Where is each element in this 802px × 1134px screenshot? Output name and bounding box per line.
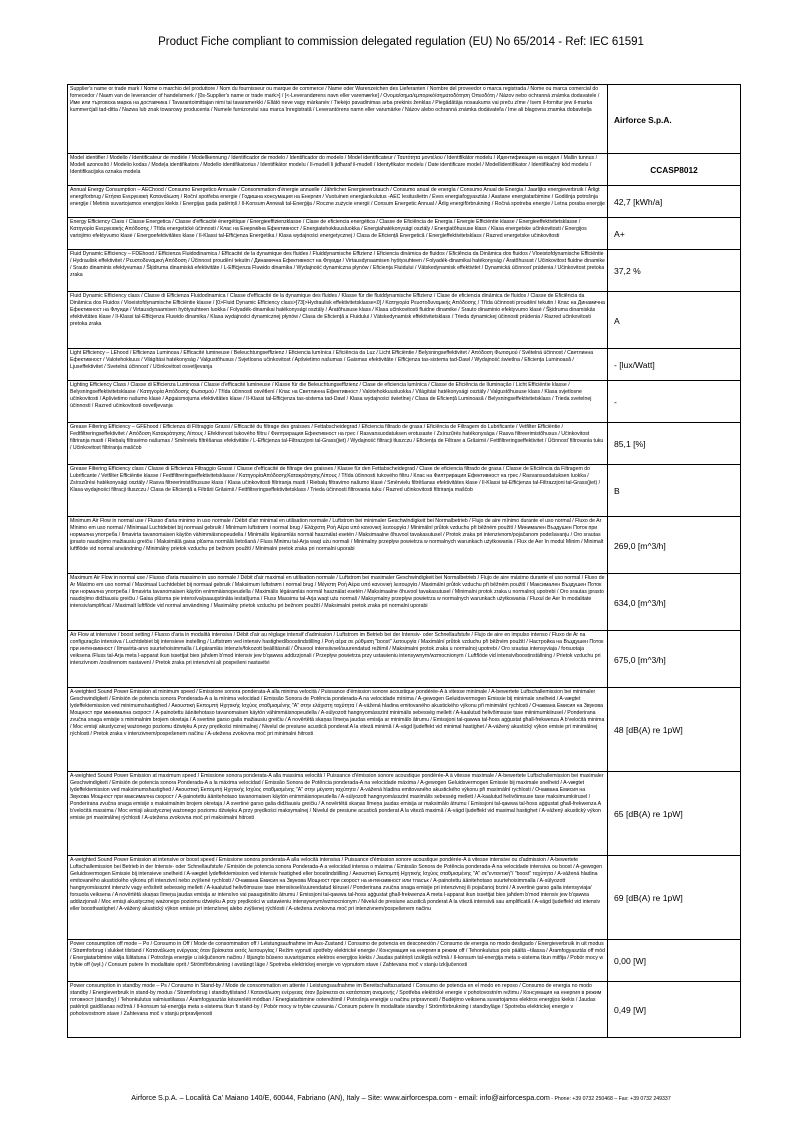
fiche-row-value: CCASP8012 [608, 154, 741, 186]
fiche-row-description: Air Flow at intensive / boost setting / Flusso d'aria in modalità intensiva / Débit d'air au réglage intensif d'admission / Luftstrom im Betrieb bei der Intensiv- oder Schnellaufstufe / Flujo de aire en impulso intenso / Fluxo de Ar na configuração intensiva / Luchtdebiet bij intensieve instelling / Luftstrøm ved intensiv hastighed/boostindstilling / Ροή αέρα σε ρύθμιση "boost" λειτουργία / Maximální průtok vzduchu při běžném použití / Настройка на Въздушен Поток при интензивност / Ilmavirta-arvo suurtehoisimmalla / Légáramlás intenzív/fokozott beállításnál / Õhuvool intensiivsel/suurendatud režiimil / Maksimalni protok zraka u normalnoj upotrebi / Oro srautas intensyviaja / forsuotaja veiksena /Fluss tal-Arja meta l-apparat ikun issettjat biex jaħdem b'mod intensiv jew b'qawwa addizzjonali / Przepływ powietrza przy ustawieniu intensywnym/wzmocnionym / Luftflöde vid intensiv/boostinställning / Prietok vzduchu pri intenzívnom /zosilnenom nastavení / Pretok zraka pri intenzivni ali pospešeni nastavitvi [68, 631, 608, 688]
fiche-row [68, 381, 741, 423]
fiche-row [68, 940, 741, 982]
fiche-row-value: 85,1 [%] [608, 423, 741, 465]
fiche-row [68, 465, 741, 517]
fiche-row-description: Lighting Efficiency Class / Classe di Efficienza Luminosa / Classe d'efficacité lumineuse / Klasse für die Beleuchtungseffizienz / Clase de eficiencia lumínica / Classe de Eficiência de Iluminação / Licht Efficiëntie klasse / Belysningseffektivitetsklasse / Κατηγορία Απόδοσης Φωτισμού / Třída účinnosti osvětlení / Клас на Светлинна Ефективност / Valotehokkuusluokka / Világítási hatékonysági osztály / Valgustõhususe klass / Klasa svjetlosne učinkovitosti / Apšvietimo našumo klasė / Apgaismojuma efektivitātes klase / Il-Klassi tal-Effiċjenza tas-sistema tad-Dawl / Klasa wydajności świetlnej / Clasa de Eficiență Luminoasă / Belysningseffektivitetsklass / Trieda svetelnej účinnosti / Razred učinkovitosti osvetljevanja [68, 381, 608, 423]
fiche-row-value: 65 [dB(A) re 1pW] [608, 772, 741, 856]
fiche-row-value: B [608, 465, 741, 517]
fiche-row-value: 675,0 [m^3/h] [608, 631, 741, 688]
fiche-row [68, 292, 741, 349]
fiche-row-value: 634,0 [m^3/h] [608, 574, 741, 631]
fiche-row-value: - [608, 381, 741, 423]
fiche-row-description: Power consumption off mode – Po / Consumo in Off / Mode de consommation off / Leistungsaufnahme im Aus-Zustand / Consumo de potencia en desconexión / Consumo de energia no modo desligado / Energieverbruik in uit modus / Strømforbrug i slukket tilstand / Κατανάλωση ενέργειας όταν βρίσκεται εκτός λειτουργίας / Režim vypnutí spotřeby elektrické energie / Консумация на енергия в режим off / Tehonkulutus pois päältä –tilassa / Áramfogyasztás off mód / Energiatarbimine välja lülitatuna / Potrošnja energije u isključenom načinu / Išjungto būseno suvartojamos elektros energijos kiekis / Jaudas patēriņš izslēgtā režīmā / Il-konsum tal-enerġija meta s-sistema tkun mitfija / Pobór mocy w trybie off (wył.) / Consum putere în modalitate oprit / Strömförbrukning i avstängt läge / Spotreba elektrickej energie vo vypnutom stave / Zahtevana moč v stanju izključenosti [68, 940, 608, 982]
fiche-row-description: Minimum Air Flow in normal use / Flusso d'aria minimo in uso normale / Débit d'air minimal en utilisation normale / Luftstrom bei minimaler Geschwindigkeit bei Normalbetrieb / Flujo de aire mínimo durante el uso normal / Fluxo de Ar Mínimo em uso normal / Minimaal Luchtdebiet bij normaal gebruik / Minimum luftstrøm i normal brug / Ελάχιστη Ροή Αέρα υπό κανονική λειτουργία / Minimální průtok vzduchu při běžném použití / Минимален Въздушен Поток при нормална употреба / Ilmavirta tavanomaisen käytön vähimmäisnopeudella / Minimális légáramlás normál használat esetén / Maksimaalne õhuvool tavakasutusel / Protok zraka pri intenzivnom/pojačanom podešavanju / Oro srautas įprasto naudojimo mažiausiu greičiu / Maksimālā gaisa plūsma normālā lietošanā / Fluss Minimu tal-Arja waqt użu normali / Minimalny przepływ powietrza w normalnych warunkach użytkowania / Flux de Aer în modul Minim / Minimalt luftflöde vid normal användning / Minimálny prietok vzduchu pri bežnom použití / Minimalni pretok zraka pri normalni uporabi [68, 517, 608, 574]
fiche-row [68, 856, 741, 940]
fiche-row-value: 0,00 [W] [608, 940, 741, 982]
fiche-row [68, 349, 741, 381]
footer-address: Airforce S.p.A. – Località Ca' Maiano 140/E, 60044, Fabriano (AN), Italy – Site: www.airforcespa.com - email: info@airforcespa.com [131, 1093, 550, 1102]
fiche-row-description: Grease Filtering Efficiency – GFEhood / Efficienza di Filtraggio Grassi / Efficacité du filtrage des graisses / Fettabscheidegrad / Eficiencia filtrado de grasa / Eficiência de Filtragem do Lubrificante / Vetfilter Efficiëntie / Fedtfiltreringseffektivitet / Απόδοση Κατακράτησης Λίπους / Efektivnost tukového filtru / Филтрирация Ефективност на грес / Rasvansuodatuksen erotusaste / Zsírszűrés hatékonysága / Rasva filtreerimistõhusus / Učinkovitost filtriranja masti / Riebalų filtravimo našumas / Smērvielu filtrēšanas efektivitāte / L-Effiċjenza tal-Filtrazzjoni tal-Grass(jiet) / Wydajność filtracji tłuszczu / Eficiența de Filtrare a Grăsimii / Fettfiltreringseffektivitet / Účinnosť filtrovania tuku / Učinkovitost filtriranja maščob [68, 423, 608, 465]
fiche-row [68, 517, 741, 574]
page-footer [0, 1093, 802, 1102]
fiche-row [68, 85, 741, 154]
fiche-row [68, 250, 741, 292]
fiche-row-value: - [lux/Watt] [608, 349, 741, 381]
fiche-row-description: Fluid Dynamic Efficiency – FDEhood / Efficienza Fluidodinamica / Efficacité de la dynamique des fluides / Fluiddynamische Effizienz / Eficiencia dinámica de fluidos / Eficiência da Dinâmica dos fluidos / Vloeistofdynamische Efficiëntie / Hydraulisk effektivitet / Ρευστοδυναμική Απόδοση / Účinnost proudění tekutin / Динамична Ефективност на Флуиди / Virtausdynaamisen hyötysuhteen / Folyadék-dinamikai hatékonyság / Áratõhusust / Učinkovitost fluidne dinamike / Srauto dinaminis efektyvumas / Šķidruma dinamiskā efektivitāte / L-Effiċjenza Fluwido dinamika / Wydajność dynamiczna płynów / Eficiența Fluidului / Vätskedynamisk effektivitet / Dynamická účinnosť prúdenia / Učinkovitost pretoka zraka [68, 250, 608, 292]
fiche-row-description: Annual Energy Consumption – AEChood / Consumo Energetico Annuale / Consommation d'énergie annuelle / Jährlicher Energieverbrauch / Consumo anual de energía / Consumo Anual de Energia / Jaarlijks energieverbruik / Årligt energiforbrug / Ετήσια Ενεργειακή Κατανάλωση / Roční spotřeba energie / Годишна консумация на Енергия / Vuotuinen energiankulutus -AEC Iesitusliettn / Éves energiafogyasztás / Aastane energiatarbimine / Godišnja potrošnja energije / Metinis suvartojamos energijos kiekis / Energijas gada patēriņš / Il-Konsum Annwali tal-Enerġija / Roczne zużycie energii / Consum Energetic Annual / Årlig energiförbrukning / Ročná spotreba energie / Letna poraba energije [68, 186, 608, 218]
fiche-row-value: 48 [dB(A) re 1pW] [608, 688, 741, 772]
fiche-row-value: 0,49 [W] [608, 982, 741, 1038]
fiche-row [68, 423, 741, 465]
fiche-row [68, 154, 741, 186]
fiche-row [68, 218, 741, 250]
fiche-row [68, 688, 741, 772]
fiche-row [68, 574, 741, 631]
fiche-row-value: A+ [608, 218, 741, 250]
fiche-row [68, 631, 741, 688]
fiche-row-value: A [608, 292, 741, 349]
fiche-row-description: Power consumption in standby mode – Ps / Consumo in Stand-by / Mode de consommation en attente / Leistungsaufnahme im Bereitschaftszustand / Consumo de potencia en el modo en reposo / Consumo de energia no modo standby / Energieverbruik in stand-by modus / Strømforbrug i standbytilstand / Κατανάλωση ενέργειας όταν βρίσκεται σε κατάσταση αναμονής / Spotřeba elektrické energie v pohotovostním režimu / Консумация на енергия в режим готовност (standby) / Tehonkulutus valmiustilassa / Áramfogyasztás készenléti módban / Energiatarbimine ooterežiimil / Potrošnja energije u načinu pripravnosti / Budėjimo veiksena suvartojamos elektros energijos kiekis / Jaudas patēriņš gaidīšanas režīmā / Il-konsum tal-enerġija meta s-sistema tkun fi stand-by / Pobór mocy w trybie czuwania / Consum putere în modalitate standby / Strömförbrukning i standbyläge / Spotreba elektrickej energie v pohotovostnom stave / Zahtevana moč v stanju pripravljenosti [68, 982, 608, 1038]
product-fiche-table [67, 84, 741, 1038]
product-fiche-body [68, 85, 741, 1038]
fiche-row-value: Airforce S.p.A. [608, 85, 741, 154]
fiche-row-value: 42,7 [kWh/a] [608, 186, 741, 218]
fiche-row [68, 772, 741, 856]
page-title: Product Fiche compliant to commission delegated regulation (EU) No 65/2014 - Ref: IEC 61591 [158, 36, 644, 48]
fiche-row-description: Maximum Air Flow in normal use / Flusso d'aria massimo in uso normale / Débit d'air maximal en utilisation normale / Luftstrom bei maximaler Geschwindigkeit bei Normalbetrieb / Flujo de aire máximo durante el uso normal / Fluxo de Ar Máximo em uso normal / Maximaal Luchtdebiet bij normaal gebruik / Maksimum luftstrøm i normal brug / Μέγιστη Ροή Αέρα υπό κανονική λειτουργία / Maximální průtok vzduchu při běžném použití / Максимален Въздушен Поток при нормална употреба / Ilmavirta tavanomaisen käytön enimmäisnopeudella / Maximális légáramlás normál használat esetén / Maksimaalne õhuvool tavakasutusel / Minimalni protok zraka u normalnoj upotrebi / Oro srautas įprasto naudojimo didžiausiu greičiu / Gaisa plūsma pie intensīva/paaugstināta iestatījuma / Fluss Massimu tal-Arja waqt użu normali / Maksymalny przepływ powietrza w normalnych warunkach użytkowania / Fluxul de Aer în modalitate intensiv/amplificat / Maximalt luftflöde vid normal användning / Maximálny prietok vzduchu pri bežnom použití / Maksimalni pretok zraka pri normalni uporabi [68, 574, 608, 631]
fiche-row-description: A-weighted Sound Power Emission at maximum speed / Emissione sonora ponderata-A alla massima velocità / Puissance d'émission sonore acoustique pondérée-A à vitesse maximale / A-bewertete Luftschallemission bei maximaler Geschwindigkeit / Emisión de potencia sonora Ponderada-A a la máxima velocidad / Emissão Sonora de Potência ponderada-A na velocidade máxima / A-gewogen Geluidsvermogen Emissie bij maximale snelheid / A-vægtet lydeffektemission ved maksimumshastighed / Ακουστική Εκπομπή Ηχητικής Ισχύος σταθμισμένης "A" στην μέγιστη ταχύτητα / A-vážená hladina emitovaného akustického výkonu při maximální rychlosti / Очаквана Емисия на Звукова Мощност при максимална скорост / A-painotettu äänitehotaso tavanomaisen käytön enimmäisnopeudella / A-súlyozott hangnyomásszint maximális sebesség mellett / A-kaalutud helivõimsuse tase maksimumkiirusel / Ponderirana zvučna snaga emisije s maksimalnim brojem okretaja / A svertinė garso galia didžiausiu greičiu / A novērtētā skaņas līmeņa jaudas emisija ar maksimālo ātrumu / Emissjoni tal-qawwa tal-ħoss aġġustat għall-frekwenza A b'veloċità massima / Moc emisji akustycznej ważonego poziomu dźwięku A przy prędkości maksymalnej / Nivelul de presiune acustică ponderat A la viteză maximă / A-vägd ljudeffekt vid maximal hastighet / A-vážený akustický výkon emisie pri maximálnej rýchlosti / A-utežena zvokovna moč pri maksimalni hitrosti [68, 772, 608, 856]
fiche-row [68, 982, 741, 1038]
fiche-row-description: Model identifier / Modello / Identificateur de modèle / Modellkennung / Identificador de modelo / Identificador do modelo / Model identificateur / Ταυτότητα μοντέλου / Identifikátor modelu / Идентификация на модел / Mallin tunnus / Modell azonosító / Modelio kodas / Modeļa identifikators / Modello identifikatorius / Identifikátor modelu / Il-mudell li jidħaraf il-mudell / Identyfikator modelu / Date identificare model / Modellidentifikator / Identifikačný kód modelu / Identifikacijska oznaka modela [68, 154, 608, 186]
fiche-row-value: 37,2 % [608, 250, 741, 292]
footer-contacts: - Phone: +39 0732 250468 – Fax: +39 0732 249337 [549, 1096, 671, 1102]
fiche-row-description: Light Efficiency – LEhood / Efficienza Luminosa / Efficacité lumineuse / Beleuchtungseffizienz / Eficiencia lumínica / Eficiência da Luz / Licht Efficiëntie / Belysningseffektivitet / Απόδοση Φωτισμού / Světelná účinnost / Светлинна Ефективност / Valotehokkuus / Világítási hatékonyság / Valgustõhusus / Svjetlosna učinkovitost / Apšvietimo našumas / Gaismas efektivitāte / Effiċjenza tas-sistema tad-Dawl / Wydajność świetlna / Eficiența Luminoasă / Ljuseffektivitet / Svetelná účinnosť / Učinkovitost osvetljevanja [68, 349, 608, 381]
fiche-row-description: Grease Filtering Efficiency class / Classe di Efficienza Filtraggio Grassi / Classe d'efficacité de filtrage des graisses / Klasse für den Fettabscheidegrad / Clase de eficiencia filtrado de grasa / Classe de Eficiência da Filtragem do Lubrificante / Vetfilter Efficiëntie klasse / Fedtfiltreringseffektivitetsklasse / ΚατηγορίαΑπόδοσηςΚατακράτησηςΛίπους / Třída účinnosti tukového filtru / Клас на Филтрирация Ефективност на грес / Rasvansuodatuksen luokka / Zsírszűrési hatékonysági osztály / Rasva filtreerimistõhususe klass / Klasa učinkovitosti filtriranja masti / Riebalų filtravimo našumo klasė / Smērvielu filtrēšanas efektivitātes klase / Il-Klassi tal-Effiċjenza tal-Filtrazzjoni tal-Grass(jiet) / Klasa wydajności filtracji tłuszczu / Clasa de Eficiență a Filtrării Grăsimii / Fettfiltreringseffektivitetsklass / Trieda účinnosti filtrovania tuku / Razred učinkovitosti filtriranja maščob [68, 465, 608, 517]
fiche-row [68, 186, 741, 218]
fiche-row-description: Supplier's name or trade mark / Nome o marchio del produttore / Nom du fournisseur ou marque de commerce / Name oder Warenzeichen des Lieferanten / Nombre del proveedor o marca registrada / Nome ou marca comercial do fornecedor / Naam van de leverancier of handelsmerk / [0s-Supplier's name or trade mark>] / [<-Leverandørens navn eller varemærke] / Ονομα/σημα/εμπορικό/σηματοδότηση Οπεοδότη / Názov nebo ochranná známka dodavatele / Име или търговска марка на доставчика / Tavarantoimittajan nimi tai tavaramerkki / Ellátó neve vagy márkanév / Tiekėjo pavadinimas arba prekinis ženklas / Piegādātāja nosaukums vai preču zīme / Isem il-fornitur jew il-marka kummerċjali tad-ditta / Nazwa lub znak towarowy producenta / Numele furnizorului sau marca înregistrată / Leverantörens namn eller varumärke / Názov alebo ochranná známka dodávateľa / Ime ali blagovna znamka dobavitelja [68, 85, 608, 154]
fiche-row-value: 269,0 [m^3/h] [608, 517, 741, 574]
fiche-row-value: 69 [dB(A) re 1pW] [608, 856, 741, 940]
fiche-row-description: A-weighted Sound Power Emission at intensive or boost speed / Emissione sonora ponderata-A alla velocità intensiva / Puissance d'émission sonore acoustique pondérée-A à vitesse intensive ou d'admission / A-bewertete Luftschallemission bei Betrieb in der Intensiv- oder Schnellaufstufe / Emisión de potencia sonora Ponderada-A a velocidad intensa o máxima / Emissão Sonora de Potência ponderada-A na velocidade intensiva ou boost / A-gewogen Geluidsvermogen Emissie bij intensieve snelheid / A-vægtet lydeffektemission ved intensiv hastighed eller boostindstilling / Ακουστική Εκπομπή Ηχητικής Ισχύος σταθμισμένης "A" σε"ενταντική"/ "boost" ταχύτητα / A-vážená hladina emitovaného akustického výkonu při intenzivní nebo zvýšené rychlosti / Очаквана Емисия на Звукова Мощност при скорост на интензивност или тласък / A-painotettu äänitehotaso suurtehoisimmalla / A-súlyozott hangnyomásszint intenzív vagy erősített sebesség mellett / A-kaalutud helivõimsuse tase intensiivsel/suurendatud kiirusel / Ponderirana zvučna snaga emisije pri intenzivnoj ili pojačanoj brzini / A svertinė garso galia intensyviaja/ forsuota veiksena / A novērtētā skaņas līmeņa jaudas emisija ar intensīvo vai paaugstināto ātrumu / Emissjoni tal-qawwa tal-ħoss aġġustat għall-frekwenza A meta l-apparat ikun issettjat biex jaħdem b'mod intensiv jew b'qawwa addizzjonali / Moc emisji akustycznej ważonego poziomu dźwięku A przy prędkości w ustawieniu intensywnym/wzmocnionym / Nivelul de presiune acustică ponderat A la viteză intensivă sau amplificată / A-vägd ljudeffekt vid intensiv eller boosthastighet / A-vážený akustický výkon emisie pri intenzívnej alebo zvýšenej rýchlosti / A-utežena zvokovna moč pri intenzivnem/pospešenem načinu [68, 856, 608, 940]
fiche-row-description: Fluid Dynamic Efficiency class / Classe di Efficienza Fluidodinamica / Classe d'efficacité de la dynamique des fluides / Klasse für die fluiddynamische Effizienz / Clase de eficiencia dinámica de fluidos / Classe de Eficiência da Dinâmica dos Fluidos / Vloeistofdynamische Efficiëntie klasse / [0>Fluid Dynamic Efficiency class>]73[>Hydraulisk effektivitetsklasse<0] / Κατηγορία Ρευστοδυναμικής Απόδοσης / Třída účinnosti proudění tekutin / Клас на Динамична Ефективност на Флуиди / Virtausdynaamisen hyötysuhteen luokka / Folyadék-dinamikai hatékonysági osztály / Áratõhususe klass / Klasa učinkovitosti fluidne dinamike / Srauto dinaminio efektyvumo klasė / Šķidruma dinamiskās efektivitātes klase / Il-Klassi tal-Effiċjenza Fluwido dinamika / Klasa wydajności dynamicznej płynów / Clasa de Eficiență a Fluidului / Vätskedynamisk effektivitetsklass / Trieda dynamickej účinnosti prúdenia / Razred učinkovitosti pretoka zraka [68, 292, 608, 349]
fiche-row-description: A-weighted Sound Power Emission at minimum speed / Emissione sonora ponderata-A alla minima velocità / Puissance d'émission sonore acoustique pondérée-A à vitesse minimale / A-bewertete Luftschallemission bei minimaler Geschwindigkeit / Emisión de potencia sonora Ponderada-A a la mínima velocidad / Emissão Sonora de Potência ponderada-A na velocidade mínima / A-gewogen Geluidsvermogen Emissie bij minimale snelheid / A-vægtet lydeffektemission ved minimumshastighed / Ακουστική Εκπομπή Ηχητικής Ισχύος σταθμισμένης "A" στην ελάχιστη ταχύτητα / A-vážená hladina emitovaného akustického výkonu při minimální rychlosti / Очаквана Емисия на Звукова Мощност при минимална скорост / A-painotettu äänitehotaso tavanomaisen käytön vähimmäisnopeudella / A-súlyozott hangnyomásszint minimális sebesség mellett / A-kaalutud helivõimsuse tase miinimumkiirusel / Ponderirana zvučna snaga emisije s minimalnim brojem okretaja / A svertinė garso galia mažiausiu greičiu / A novērtētā skaņas līmeņa jaudas emisija ar minimālo ātrumu / Emissjoni tal-qawwa tal-ħoss aġġustat għall-frekwenza A b'veloċità minima / Moc emisji akustycznej ważonego poziomu dźwięku A przy prędkości minimalnej / Nivelul de presiune acustică ponderat A la viteză minimă / A-vägd ljudeffekt vid minimal hastighet / A-vážený akustický výkon emisie pri minimálnej rýchlosti / Pretok zraka v intenzivnem/pospešenem načinu / A-utežena zvokovna moč pri minimalni hitrosti [68, 688, 608, 772]
fiche-row-description: Energy Efficiency Class / Classe Energetica / Classe d'efficacité énergétique / Energieeffizienzklasse / Clase de eficiencia energética / Classe de Eficiência de Energia / Energie Efficiëntie klasse / Energieeffektivitetsklasse / Κατηγορία Ενεργειακής Απόδοσης / Třída energetické účinnosti / Клас на Енергийна Ефективност / Energiatehokkuusluokka / Energiahatékonysági osztály / Energiatõhususe klass / Klasa energetske učinkovitosti / Energijos vartojimo efektyvumo klasė / Energoefektivitātes klase / Il-Klassi tal-Effiċjenza Enerġetika / Klasa wydajności energetycznej / Clasa de Eficiență Energetică / Energieffektivitetsklass / Razred energetske učinkovitosti [68, 218, 608, 250]
